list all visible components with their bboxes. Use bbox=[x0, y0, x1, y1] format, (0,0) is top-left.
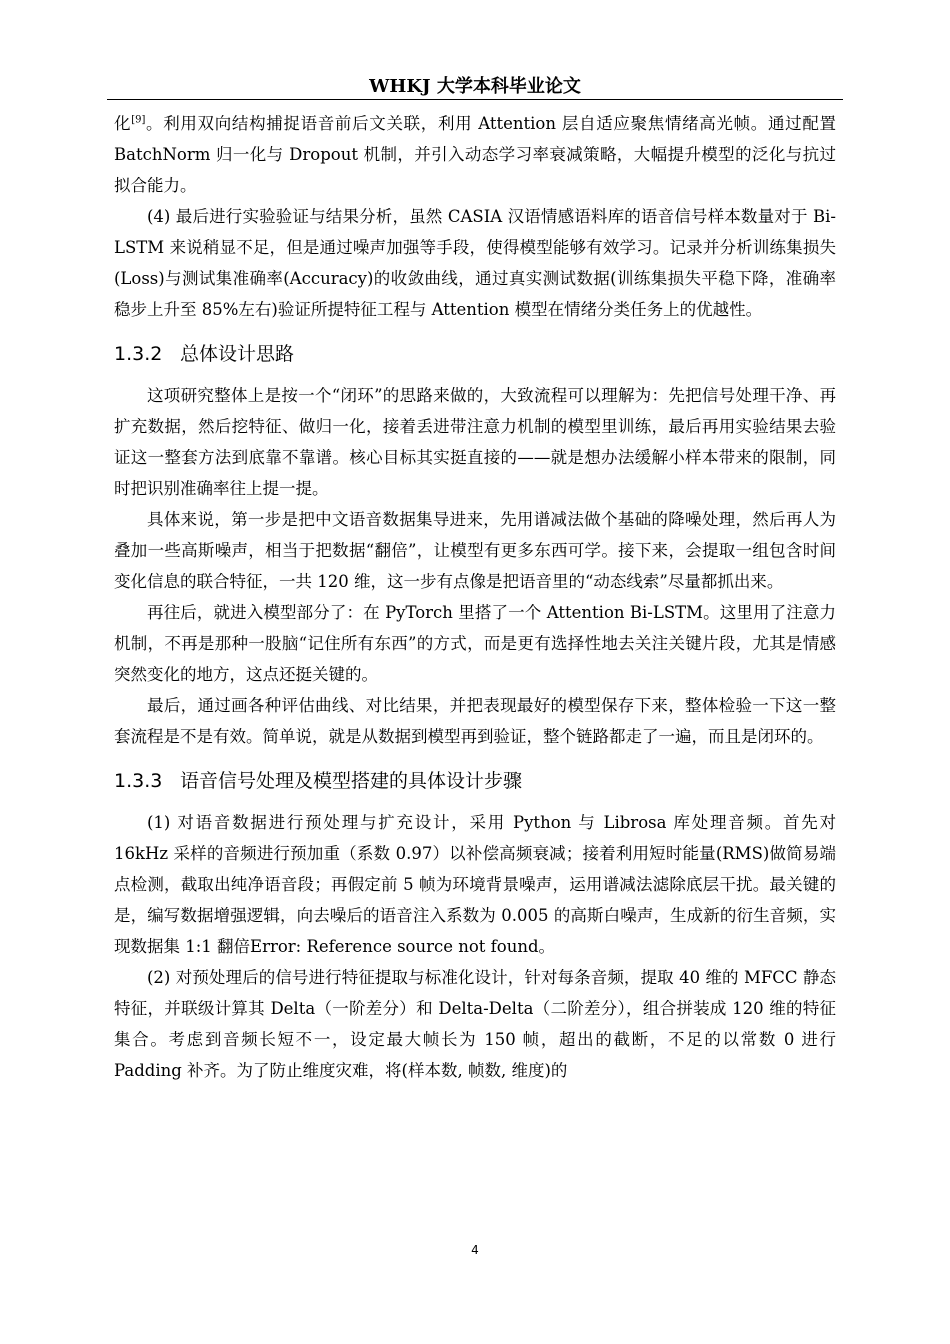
section-title: 语音信号处理及模型搭建的具体设计步骤 bbox=[180, 770, 523, 792]
paragraph-continuation bbox=[114, 108, 836, 201]
citation-reference: [9] bbox=[131, 114, 146, 126]
paragraph-evaluation: 最后，通过画各种评估曲线、对比结果，并把表现最好的模型保存下来，整体检验一下这一整套流程是不是有效。简单说，就是从数据到模型再到验证，整个链路都走了一遍，而且是闭环的。 bbox=[114, 696, 836, 746]
paragraph-step-4: (4) 最后进行实验验证与结果分析，虽然 CASIA 汉语情感语料库的语音信号样本数量对于 Bi-LSTM 来说稍显不足，但是通过噪声加强等手段，使得模型能够有效学习。记录并分析训练集损失(Loss)与测试集准确率(Accuracy)的收敛曲线，通过真实测试数据(训练集损失平稳下降，准确率稳步上升至 85%左右)验证所提特征工程与 Attention 模型在情绪分类任务上的优越性。 bbox=[114, 207, 836, 319]
section-title: 总体设计思路 bbox=[180, 343, 295, 365]
paragraph-text: 。利用双向结构捕捉语音前后文关联，利用 Attention 层自适应聚焦情绪高光帧。通过配置 BatchNorm 归一化与 Dropout 机制，并引入动态学习率衰减策略，大幅提升模型的泛化与抗过拟合能力。 bbox=[114, 114, 837, 195]
page-number: 4 bbox=[471, 1243, 479, 1257]
paragraph-step-1: (1) 对语音数据进行预处理与扩充设计，采用 Python 与 Librosa 库处理音频。首先对 16kHz 采样的音频进行预加重（系数 0.97）以补偿高频衰减；接着利用短时能量(RMS)做简易端点检测，截取出纯净语音段；再假定前 5 帧为环境背景噪声，运用谱减法滤除底层干扰。最关键的是，编写数据增强逻辑，向去噪后的语音注入系数为 0.005 的高斯白噪声，生成新的衍生音频，实现数据集 1:1 翻倍Error: Reference source not found。 bbox=[114, 813, 836, 956]
section-heading-1-3-2 bbox=[114, 331, 836, 378]
paragraph-model: 再往后，就进入模型部分了：在 PyTorch 里搭了一个 Attention Bi-LSTM。这里用了注意力机制，不再是那种一股脑“记住所有东西”的方式，而是更有选择性地去关注关键片段，尤其是情感突然变化的地方，这点还挺关键的。 bbox=[114, 603, 836, 684]
paragraph-first-step: 具体来说，第一步是把中文语音数据集导进来，先用谱减法做个基础的降噪处理，然后再人为叠加一些高斯噪声，相当于把数据“翻倍”，让模型有更多东西可学。接下来，会提取一组包含时间变化信息的联合特征，一共 120 维，这一步有点像是把语音里的“动态线索”尽量都抓出来。 bbox=[114, 510, 836, 591]
section-number: 1.3.3 bbox=[114, 770, 163, 792]
paragraph-overview: 这项研究整体上是按一个“闭环”的思路来做的，大致流程可以理解为：先把信号处理干净、再扩充数据，然后挖特征、做归一化，接着丢进带注意力机制的模型里训练，最后再用实验结果去验证这一整套方法到底靠不靠谱。核心目标其实挺直接的——就是想办法缓解小样本带来的限制，同时把识别准确率往上提一提。 bbox=[114, 386, 836, 498]
running-header: WHKJ 大学本科毕业论文 bbox=[369, 76, 581, 97]
paragraph-step-2: (2) 对预处理后的信号进行特征提取与标准化设计，针对每条音频，提取 40 维的 MFCC 静态特征，并联级计算其 Delta（一阶差分）和 Delta-Delta（二阶差分），组合拼装成 120 维的特征集合。考虑到音频长短不一，设定最大帧长为 150 帧，超出的截断，不足的以常数 0 进行 Padding 补齐。为了防止维度灾难，将(样本数, 帧数, 维度)的 bbox=[114, 968, 836, 1080]
header-rule bbox=[107, 99, 843, 100]
paragraph-text: 化 bbox=[114, 114, 132, 133]
section-number: 1.3.2 bbox=[114, 343, 163, 365]
section-heading-1-3-3 bbox=[114, 758, 836, 805]
page-body bbox=[114, 108, 836, 1086]
